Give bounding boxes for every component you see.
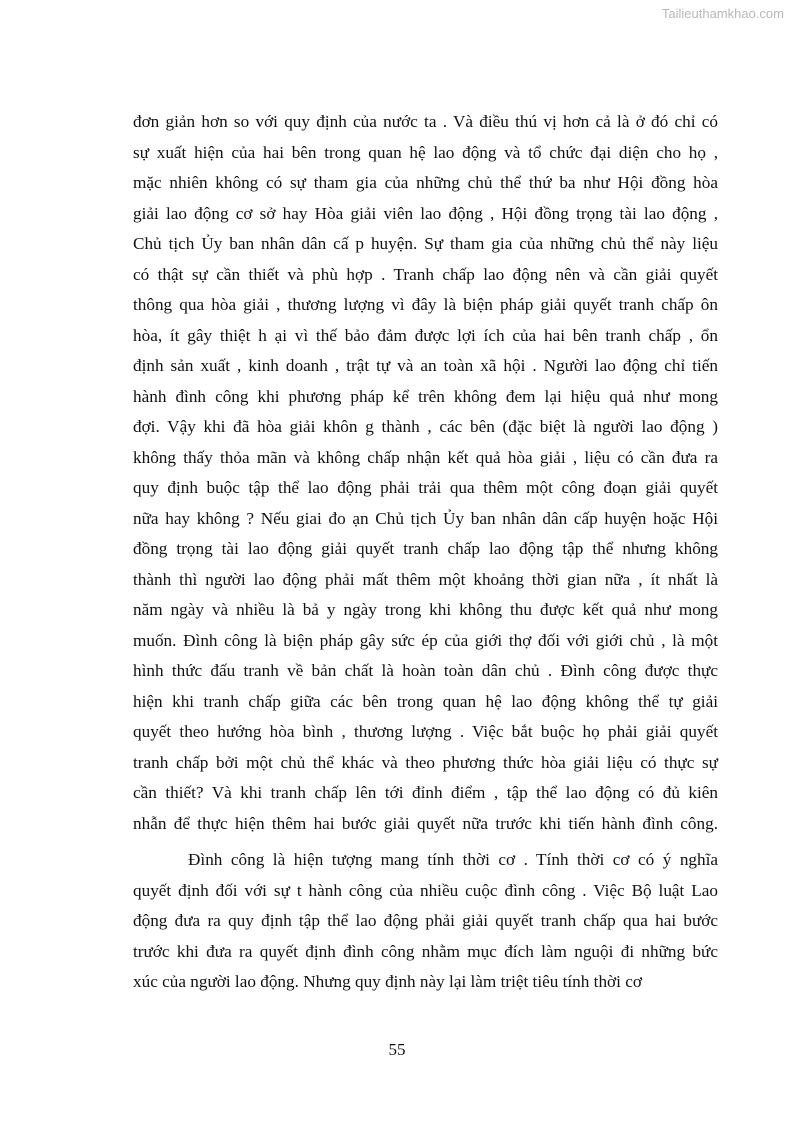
text-line: không thấy thỏa mãn và không chấp nhận kết quả hòa giải , liệu có cần đưa ra <box>133 447 718 467</box>
body-text <box>133 107 718 998</box>
text-line: định sản xuất , kinh doanh , trật tự và an toàn xã hội . Người lao động chỉ tiến <box>133 356 718 375</box>
text-line: quy định buộc tập thể lao động phải trải qua thêm một công đoạn giải quyết <box>133 478 718 497</box>
text-line: Chủ tịch Ủy ban nhân dân cấ p huyện. Sự tham gia của những chủ thể này liệu <box>133 234 718 253</box>
text-line: hành đình công khi phương pháp kể trên không đem lại hiệu quả như mong <box>133 386 718 406</box>
page-number: 55 <box>388 1040 406 1059</box>
text-line: giải lao động cơ sở hay Hòa giải viên lao động , Hội đồng trọng tài lao động , <box>133 203 718 223</box>
watermark: Tailieuthamkhao.com <box>661 6 784 21</box>
text-line: nhẫn để thực hiện thêm hai bước giải quyết nữa trước khi tiến hành đình công. <box>133 813 718 833</box>
text-line: cần thiết? Và khi tranh chấp lên tới đỉnh điểm , tập thể lao động có đủ kiên <box>133 783 718 802</box>
text-line: xúc của người lao động. Nhưng quy định này lại làm triệt tiêu tính thời cơ <box>133 972 642 991</box>
text-line: quyết theo hướng hòa bình , thương lượng . Việc bắt buộc họ phải giải quyết <box>133 722 718 741</box>
text-line: Đình công là hiện tượng mang tính thời cơ . Tính thời cơ có ý nghĩa <box>188 850 718 869</box>
text-line: hình thức đấu tranh về bản chất là hoàn toàn dân chủ . Đình công được thực <box>133 661 718 680</box>
text-line: sự xuất hiện của hai bên trong quan hệ lao động và tổ chức đại diện cho họ , <box>133 142 718 162</box>
text-line: quyết định đối với sự t hành công của nhiều cuộc đình công . Việc Bộ luật Lao <box>133 880 718 900</box>
text-line: trước khi đưa ra quyết định đình công nhằm mục đích làm nguội đi những bức <box>133 941 718 961</box>
text-line: thành thì người lao động phải mất thêm một khoảng thời gian nữa , ít nhất là <box>133 569 718 589</box>
text-line: thông qua hòa giải , thương lượng vì đây là biện pháp giải quyết tranh chấp ôn <box>133 295 718 314</box>
text-line: đồng trọng tài lao động giải quyết tranh chấp lao động tập thể nhưng không <box>133 539 718 558</box>
text-line: mặc nhiên không có sự tham gia của những chủ thể thứ ba như Hội đồng hòa <box>133 173 718 192</box>
text-line: muốn. Đình công là biện pháp gây sức ép của giới thợ đối với giới chủ , là một <box>133 630 718 650</box>
text-line: có thật sự cần thiết và phù hợp . Tranh chấp lao động nên và cần giải quyết <box>133 264 718 284</box>
text-line: nữa hay không ? Nếu giai đo ạn Chủ tịch Ủy ban nhân dân cấp huyện hoặc Hội <box>133 508 718 528</box>
text-line: hòa, ít gây thiệt h ại vì thế bảo đảm được lợi ích của hai bên tranh chấp , ổn <box>133 325 718 345</box>
text-line: hiện khi tranh chấp giữa các bên trong quan hệ lao động không thể tự giải <box>133 691 718 711</box>
text-line: tranh chấp bởi một chủ thể khác và theo phương thức hòa giải liệu có thực sự <box>133 752 718 772</box>
text-line: đơn giản hơn so với quy định của nước ta . Và điều thú vị hơn cả là ở đó chỉ có <box>133 112 718 131</box>
text-line: đợi. Vậy khi đã hòa giải khôn g thành , các bên (đặc biệt là người lao động ) <box>133 417 718 436</box>
text-line: động đưa ra quy định tập thể lao động phải giải quyết tranh chấp qua hai bước <box>133 911 718 930</box>
text-line: năm ngày và nhiều là bả y ngày trong khi không thu được kết quả như mong <box>133 600 718 619</box>
